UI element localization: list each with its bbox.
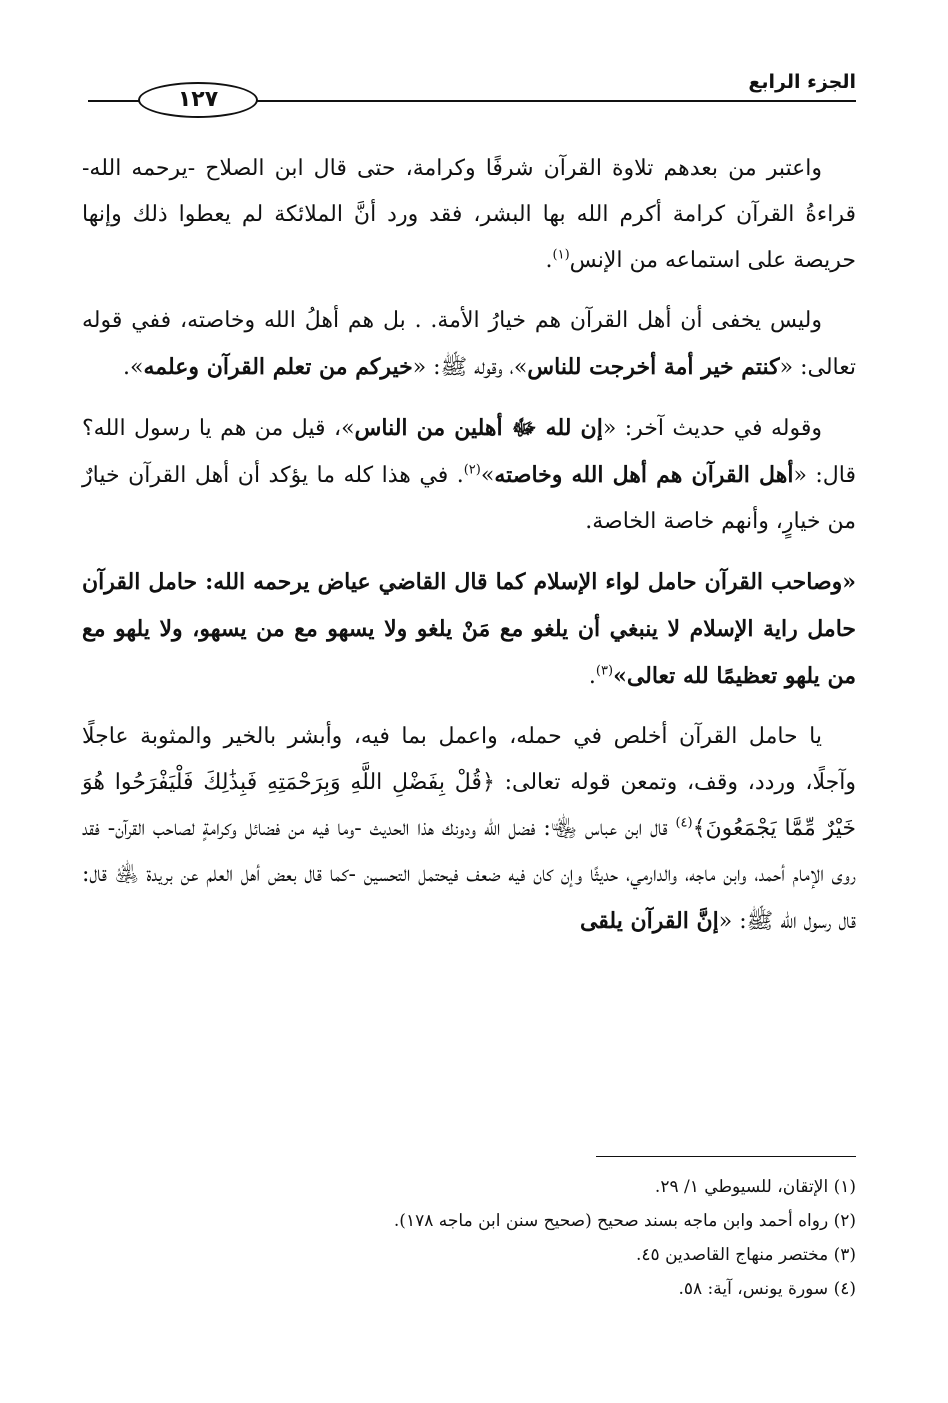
text-run: . في هذا كله ما يؤكد أن أهل القرآن خيارٌ من خيارٍ، وأنهم خاصة الخاصة.: [82, 463, 856, 534]
footnotes-list: [300, 1170, 856, 1306]
body-text: [82, 146, 856, 959]
page-number-badge: ١٢٧: [138, 82, 258, 118]
paragraph: [82, 405, 856, 545]
footnote-reference: (١): [552, 247, 570, 263]
footnote-reference: (٣): [595, 663, 614, 679]
footnote: (١) الإتقان، للسيوطي ١/ ٢٩.: [654, 1177, 856, 1197]
text-run: ».: [123, 355, 144, 380]
quoted-text: إنَّ القرآن يلقى: [579, 908, 719, 934]
quoted-text: كنتم خير أمة أخرجت للناس: [527, 354, 780, 380]
footnote: (٤) سورة يونس، آية: ٥٨.: [678, 1279, 856, 1299]
text-run: واعتبر من بعدهم تلاوة القرآن شرفًا وكرامة، حتى قال ابن الصلاح -يرحمه الله- قراءةُ القرآن كرامة أكرم الله بها البشر، فقد ورد أنَّ الملائكة لم يعطوا ذلك وإنها حريصة على استماعه من الإنس: [82, 156, 856, 273]
text-run: »، وقوله ﷺ: «: [412, 355, 528, 380]
text-run: وليس يخفى أن أهل القرآن هم خيارُ الأمة. . بل هم أهلُ الله وخاصته، ففي قوله تعالى: «: [82, 308, 856, 380]
footnote: (٢) رواه أحمد وابن ماجه بسند صحيح (صحيح سنن ابن ماجه ١٧٨).: [393, 1211, 856, 1231]
running-title: الجزء الرابع: [748, 71, 856, 93]
footnote-reference: (٤): [675, 815, 693, 831]
paragraph: [82, 146, 856, 284]
quoted-text: خيركم من تعلم القرآن وعلمه: [143, 354, 413, 380]
text-run: .: [588, 664, 596, 689]
footnote-reference: (٢): [463, 462, 481, 478]
footnote: (٣) مختصر منهاج القاصدين ٤٥.: [636, 1245, 856, 1265]
paragraph: [82, 298, 856, 391]
quoted-text: «وصاحب القرآن حامل لواء الإسلام كما قال القاضي عياض يرحمه الله: حامل القرآن حامل راية الإسلام لا ينبغي أن يلغو مع مَنْ يلغو ولا يسهو مع من يسهو، ولا يلهو مع من يلهو تعظيمًا لله تعالى»: [82, 569, 856, 689]
paragraph: [82, 714, 856, 945]
quoted-text: إن لله ﷻ أهلين من الناس: [354, 415, 603, 441]
paragraph: [82, 559, 856, 700]
quoted-text: أهل القرآن هم أهل الله وخاصته: [494, 462, 794, 488]
text-run: يا حامل القرآن أخلص في حمله، واعمل بما فيه، وأبشر بالخير والمثوبة عاجلًا وآجلًا، وردد، وقف، وتمعن قوله تعالى: ﴿قُلْ بِفَضْلِ اللَّهِ وَبِرَحْمَتِهِ فَبِذَٰلِكَ فَلْيَفْرَحُوا هُوَ خَيْرٌ مِّمَّا يَجْمَعُونَ﴾: [82, 724, 856, 841]
text-run: قال ابن عباس ﵄: فضل الله ودونك هذا الحديث -وما فيه من فضائل وكرامةٍ لصاحب القرآن- فقد روى الإمام أحمد، وابن ماجه، والدارمي، حديثًا وإن كان فيه ضعف فيحتمل التحسين -كما قال بعض أهل العلم عن بريدة ﵁ قال: قال رسول الله ﷺ: «: [82, 816, 856, 934]
text-run: »: [480, 463, 495, 488]
text-run: »، قيل من هم يا رسول الله؟ قال: «: [82, 416, 857, 488]
page-header: [88, 68, 856, 124]
footnote-separator: [596, 1156, 856, 1157]
text-run: .: [545, 248, 553, 273]
text-run: وقوله في حديث آخر: «: [602, 416, 822, 441]
